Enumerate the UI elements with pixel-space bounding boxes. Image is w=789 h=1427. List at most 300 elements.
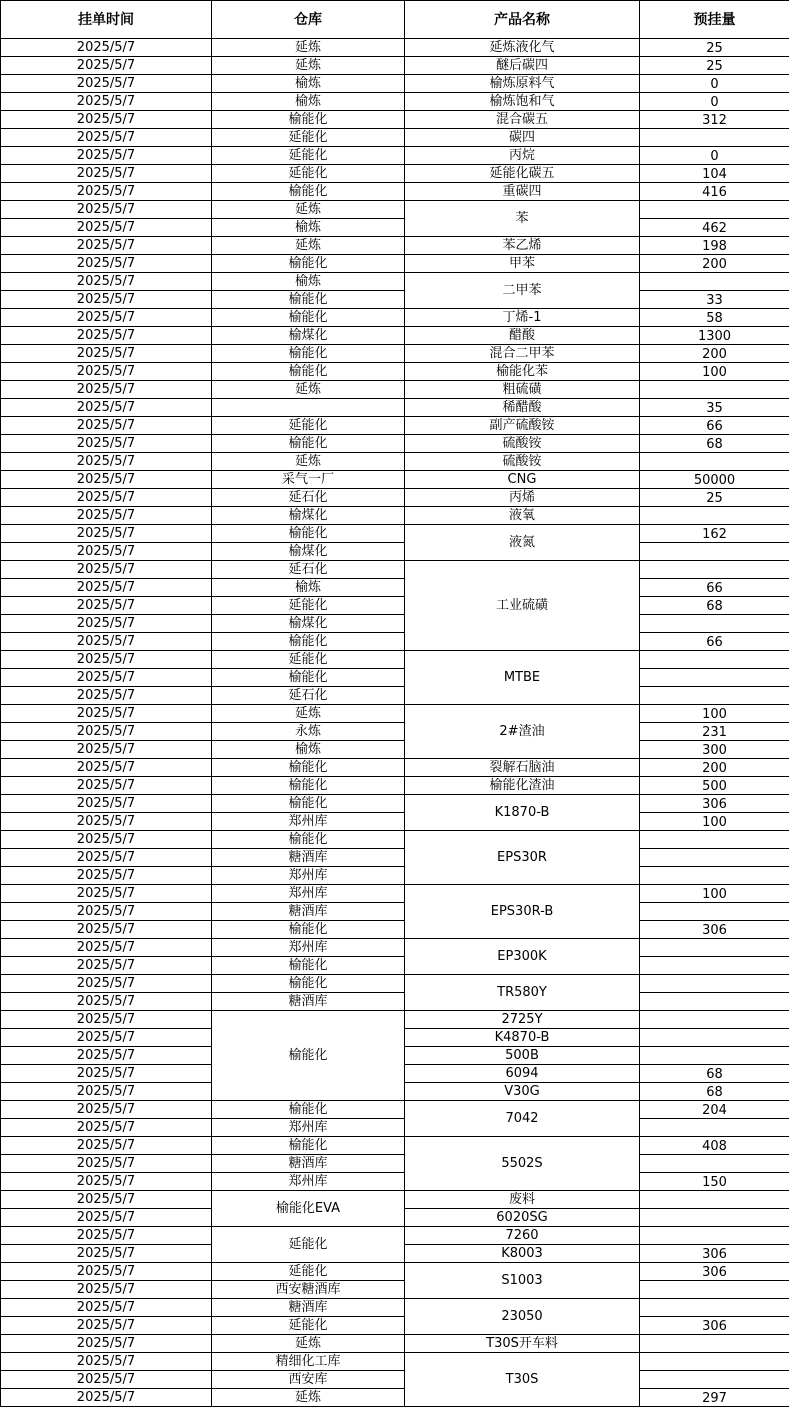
- table-row: [1, 1137, 789, 1155]
- warehouse-cell: 榆能化: [212, 777, 405, 795]
- quantity-cell: 306: [640, 1245, 789, 1263]
- warehouse-cell: 榆能化: [212, 309, 405, 327]
- product-cell: 粗硫磺: [405, 381, 640, 399]
- warehouse-cell: 榆能化: [212, 1101, 405, 1119]
- date-cell: 2025/5/7: [1, 489, 212, 507]
- warehouse-cell: 榆能化: [212, 1137, 405, 1155]
- table-row: [1, 1227, 789, 1245]
- table-row: [1, 759, 789, 777]
- date-cell: 2025/5/7: [1, 939, 212, 957]
- quantity-cell: [640, 543, 789, 561]
- table-row: [1, 615, 789, 633]
- warehouse-cell: 延石化: [212, 489, 405, 507]
- table-row: [1, 363, 789, 381]
- warehouse-cell: 延炼: [212, 57, 405, 75]
- quantity-cell: [640, 903, 789, 921]
- warehouse-cell: 榆能化: [212, 759, 405, 777]
- quantity-cell: 58: [640, 309, 789, 327]
- date-cell: 2025/5/7: [1, 129, 212, 147]
- col-header-quantity: 预挂量: [640, 1, 789, 39]
- date-cell: 2025/5/7: [1, 363, 212, 381]
- table-row: [1, 1173, 789, 1191]
- product-cell: 榆炼饱和气: [405, 93, 640, 111]
- quantity-cell: 25: [640, 39, 789, 57]
- date-cell: 2025/5/7: [1, 633, 212, 651]
- date-cell: 2025/5/7: [1, 849, 212, 867]
- product-cell: K4870-B: [405, 1029, 640, 1047]
- quantity-cell: 25: [640, 57, 789, 75]
- quantity-cell: 25: [640, 489, 789, 507]
- warehouse-cell: 榆能化: [212, 111, 405, 129]
- date-cell: 2025/5/7: [1, 1083, 212, 1101]
- quantity-cell: 231: [640, 723, 789, 741]
- quantity-cell: [640, 651, 789, 669]
- product-cell: 废料: [405, 1191, 640, 1209]
- warehouse-cell: 榆能化: [212, 795, 405, 813]
- date-cell: 2025/5/7: [1, 1389, 212, 1407]
- product-cell: 丙烷: [405, 147, 640, 165]
- warehouse-cell: 榆煤化: [212, 327, 405, 345]
- product-cell: 醋酸: [405, 327, 640, 345]
- date-cell: 2025/5/7: [1, 1173, 212, 1191]
- warehouse-cell: 延能化: [212, 651, 405, 669]
- date-cell: 2025/5/7: [1, 543, 212, 561]
- table-row: [1, 399, 789, 417]
- quantity-cell: [640, 975, 789, 993]
- warehouse-cell: 延石化: [212, 687, 405, 705]
- date-cell: 2025/5/7: [1, 921, 212, 939]
- product-cell: K1870-B: [405, 795, 640, 831]
- table-row: [1, 813, 789, 831]
- product-cell: 5502S: [405, 1137, 640, 1191]
- quantity-cell: 50000: [640, 471, 789, 489]
- quantity-cell: [640, 201, 789, 219]
- quantity-cell: 0: [640, 147, 789, 165]
- product-cell: V30G: [405, 1083, 640, 1101]
- quantity-cell: [640, 831, 789, 849]
- date-cell: 2025/5/7: [1, 327, 212, 345]
- table-row: [1, 741, 789, 759]
- date-cell: 2025/5/7: [1, 903, 212, 921]
- date-cell: 2025/5/7: [1, 1353, 212, 1371]
- date-cell: 2025/5/7: [1, 975, 212, 993]
- table-row: [1, 1317, 789, 1335]
- table-row: [1, 579, 789, 597]
- warehouse-cell: 延炼: [212, 381, 405, 399]
- quantity-cell: [640, 669, 789, 687]
- warehouse-cell: 糖酒库: [212, 903, 405, 921]
- warehouse-cell: 采气一厂: [212, 471, 405, 489]
- product-cell: 延能化碳五: [405, 165, 640, 183]
- table-row: [1, 867, 789, 885]
- warehouse-cell: 延能化: [212, 1227, 405, 1263]
- date-cell: 2025/5/7: [1, 1119, 212, 1137]
- table-row: [1, 165, 789, 183]
- date-cell: 2025/5/7: [1, 1011, 212, 1029]
- date-cell: 2025/5/7: [1, 435, 212, 453]
- table-row: [1, 1389, 789, 1407]
- table-row: [1, 903, 789, 921]
- product-cell: 液氮: [405, 525, 640, 561]
- quantity-cell: [640, 129, 789, 147]
- product-cell: 重碳四: [405, 183, 640, 201]
- table-row: [1, 939, 789, 957]
- quantity-cell: 33: [640, 291, 789, 309]
- warehouse-cell: 榆能化: [212, 525, 405, 543]
- table-row: [1, 1299, 789, 1317]
- date-cell: 2025/5/7: [1, 777, 212, 795]
- date-cell: 2025/5/7: [1, 417, 212, 435]
- date-cell: 2025/5/7: [1, 561, 212, 579]
- quantity-cell: [640, 615, 789, 633]
- quantity-cell: 66: [640, 417, 789, 435]
- quantity-cell: [640, 939, 789, 957]
- product-cell: 苯乙烯: [405, 237, 640, 255]
- table-row: [1, 885, 789, 903]
- warehouse-cell: 榆炼: [212, 75, 405, 93]
- table-row: [1, 957, 789, 975]
- warehouse-cell: 郑州库: [212, 867, 405, 885]
- warehouse-cell: 郑州库: [212, 813, 405, 831]
- quantity-cell: 100: [640, 363, 789, 381]
- table-row: [1, 687, 789, 705]
- table-row: [1, 561, 789, 579]
- quantity-cell: [640, 507, 789, 525]
- table-row: [1, 93, 789, 111]
- quantity-cell: [640, 1227, 789, 1245]
- date-cell: 2025/5/7: [1, 1137, 212, 1155]
- table-row: [1, 1101, 789, 1119]
- quantity-cell: [640, 1119, 789, 1137]
- quantity-cell: 408: [640, 1137, 789, 1155]
- warehouse-cell: 榆炼: [212, 273, 405, 291]
- quantity-cell: 306: [640, 1263, 789, 1281]
- quantity-cell: [640, 867, 789, 885]
- product-cell: 液氧: [405, 507, 640, 525]
- warehouse-cell: 延炼: [212, 39, 405, 57]
- quantity-cell: 204: [640, 1101, 789, 1119]
- table-row: [1, 417, 789, 435]
- date-cell: 2025/5/7: [1, 795, 212, 813]
- date-cell: 2025/5/7: [1, 291, 212, 309]
- product-cell: 二甲苯: [405, 273, 640, 309]
- col-header-warehouse: 仓库: [212, 1, 405, 39]
- date-cell: 2025/5/7: [1, 75, 212, 93]
- table-row: [1, 273, 789, 291]
- warehouse-cell: 永炼: [212, 723, 405, 741]
- table-header: [1, 1, 789, 39]
- table-row: [1, 525, 789, 543]
- warehouse-cell: 精细化工库: [212, 1353, 405, 1371]
- quantity-cell: [640, 561, 789, 579]
- product-cell: 醚后碳四: [405, 57, 640, 75]
- warehouse-cell: 榆煤化: [212, 543, 405, 561]
- date-cell: 2025/5/7: [1, 399, 212, 417]
- date-cell: 2025/5/7: [1, 1317, 212, 1335]
- date-cell: 2025/5/7: [1, 813, 212, 831]
- quantity-cell: 500: [640, 777, 789, 795]
- date-cell: 2025/5/7: [1, 255, 212, 273]
- date-cell: 2025/5/7: [1, 147, 212, 165]
- table-row: [1, 1335, 789, 1353]
- date-cell: 2025/5/7: [1, 1191, 212, 1209]
- quantity-cell: 68: [640, 1065, 789, 1083]
- quantity-cell: [640, 1281, 789, 1299]
- date-cell: 2025/5/7: [1, 831, 212, 849]
- date-cell: 2025/5/7: [1, 1299, 212, 1317]
- col-header-time: 挂单时间: [1, 1, 212, 39]
- warehouse-cell: 榆能化: [212, 669, 405, 687]
- warehouse-cell: 糖酒库: [212, 849, 405, 867]
- date-cell: 2025/5/7: [1, 669, 212, 687]
- table-row: [1, 597, 789, 615]
- date-cell: 2025/5/7: [1, 759, 212, 777]
- quantity-cell: 104: [640, 165, 789, 183]
- quantity-cell: 200: [640, 255, 789, 273]
- table-row: [1, 255, 789, 273]
- table-row: [1, 219, 789, 237]
- warehouse-cell: 郑州库: [212, 1173, 405, 1191]
- table-row: [1, 471, 789, 489]
- product-cell: EPS30R: [405, 831, 640, 885]
- warehouse-cell: 郑州库: [212, 885, 405, 903]
- date-cell: 2025/5/7: [1, 471, 212, 489]
- warehouse-cell: 榆煤化: [212, 507, 405, 525]
- header-row: [1, 1, 789, 39]
- quantity-cell: [640, 1299, 789, 1317]
- date-cell: 2025/5/7: [1, 1245, 212, 1263]
- table-row: [1, 57, 789, 75]
- product-cell: T30S: [405, 1353, 640, 1407]
- product-cell: 硫酸铵: [405, 453, 640, 471]
- date-cell: 2025/5/7: [1, 1047, 212, 1065]
- warehouse-cell: 延能化: [212, 417, 405, 435]
- warehouse-cell: 榆能化: [212, 1011, 405, 1101]
- date-cell: 2025/5/7: [1, 507, 212, 525]
- warehouse-cell: 糖酒库: [212, 1155, 405, 1173]
- product-cell: 500B: [405, 1047, 640, 1065]
- product-cell: 混合碳五: [405, 111, 640, 129]
- warehouse-cell: 榆能化: [212, 255, 405, 273]
- quantity-cell: 297: [640, 1389, 789, 1407]
- product-cell: T30S开车料: [405, 1335, 640, 1353]
- table-row: [1, 129, 789, 147]
- quantity-cell: 312: [640, 111, 789, 129]
- quantity-cell: 68: [640, 435, 789, 453]
- product-cell: 硫酸铵: [405, 435, 640, 453]
- date-cell: 2025/5/7: [1, 1101, 212, 1119]
- quantity-cell: [640, 381, 789, 399]
- quantity-cell: 200: [640, 759, 789, 777]
- table-row: [1, 1353, 789, 1371]
- warehouse-cell: 延石化: [212, 561, 405, 579]
- warehouse-cell: 糖酒库: [212, 993, 405, 1011]
- date-cell: 2025/5/7: [1, 57, 212, 75]
- product-cell: TR580Y: [405, 975, 640, 1011]
- product-cell: 稀醋酸: [405, 399, 640, 417]
- table-row: [1, 543, 789, 561]
- product-cell: K8003: [405, 1245, 640, 1263]
- table-row: [1, 1263, 789, 1281]
- warehouse-cell: 延能化: [212, 1317, 405, 1335]
- quantity-cell: 100: [640, 705, 789, 723]
- table-row: [1, 1191, 789, 1209]
- quantity-cell: [640, 1371, 789, 1389]
- product-cell: 6020SG: [405, 1209, 640, 1227]
- table-row: [1, 1155, 789, 1173]
- date-cell: 2025/5/7: [1, 993, 212, 1011]
- warehouse-cell: 延能化: [212, 1263, 405, 1281]
- date-cell: 2025/5/7: [1, 1209, 212, 1227]
- table-body: [1, 39, 789, 1407]
- warehouse-cell: [212, 399, 405, 417]
- quantity-cell: 100: [640, 813, 789, 831]
- quantity-cell: [640, 849, 789, 867]
- table-row: [1, 39, 789, 57]
- date-cell: 2025/5/7: [1, 885, 212, 903]
- date-cell: 2025/5/7: [1, 219, 212, 237]
- date-cell: 2025/5/7: [1, 381, 212, 399]
- warehouse-cell: 榆能化: [212, 975, 405, 993]
- table-row: [1, 795, 789, 813]
- date-cell: 2025/5/7: [1, 183, 212, 201]
- warehouse-cell: 郑州库: [212, 939, 405, 957]
- table-row: [1, 777, 789, 795]
- warehouse-cell: 糖酒库: [212, 1299, 405, 1317]
- product-cell: 榆能化苯: [405, 363, 640, 381]
- quantity-cell: 306: [640, 795, 789, 813]
- date-cell: 2025/5/7: [1, 525, 212, 543]
- quantity-cell: [640, 1047, 789, 1065]
- quantity-cell: 150: [640, 1173, 789, 1191]
- product-cell: 2#渣油: [405, 705, 640, 759]
- warehouse-cell: 榆能化: [212, 363, 405, 381]
- product-cell: 碳四: [405, 129, 640, 147]
- warehouse-cell: 郑州库: [212, 1119, 405, 1137]
- product-cell: CNG: [405, 471, 640, 489]
- table-row: [1, 1011, 789, 1029]
- warehouse-cell: 榆煤化: [212, 615, 405, 633]
- warehouse-cell: 榆炼: [212, 93, 405, 111]
- quantity-cell: 198: [640, 237, 789, 255]
- product-cell: EP300K: [405, 939, 640, 975]
- warehouse-cell: 延能化: [212, 129, 405, 147]
- product-cell: 6094: [405, 1065, 640, 1083]
- date-cell: 2025/5/7: [1, 957, 212, 975]
- product-cell: 苯: [405, 201, 640, 237]
- quantity-cell: 66: [640, 579, 789, 597]
- date-cell: 2025/5/7: [1, 1335, 212, 1353]
- table-row: [1, 327, 789, 345]
- quantity-cell: 68: [640, 597, 789, 615]
- warehouse-cell: 榆能化: [212, 957, 405, 975]
- table-row: [1, 435, 789, 453]
- warehouse-cell: 榆能化: [212, 345, 405, 363]
- table-row: [1, 291, 789, 309]
- warehouse-cell: 延能化: [212, 165, 405, 183]
- quantity-cell: 0: [640, 93, 789, 111]
- quantity-cell: 1300: [640, 327, 789, 345]
- quantity-cell: [640, 1011, 789, 1029]
- product-cell: S1003: [405, 1263, 640, 1299]
- warehouse-cell: 延炼: [212, 1389, 405, 1407]
- product-cell: 副产硫酸铵: [405, 417, 640, 435]
- date-cell: 2025/5/7: [1, 705, 212, 723]
- quantity-cell: 68: [640, 1083, 789, 1101]
- product-cell: 工业硫磺: [405, 561, 640, 651]
- product-cell: 甲苯: [405, 255, 640, 273]
- quantity-cell: [640, 453, 789, 471]
- warehouse-cell: 西安糖酒库: [212, 1281, 405, 1299]
- quantity-cell: [640, 993, 789, 1011]
- table-row: [1, 237, 789, 255]
- date-cell: 2025/5/7: [1, 453, 212, 471]
- date-cell: 2025/5/7: [1, 741, 212, 759]
- table-row: [1, 723, 789, 741]
- product-cell: 23050: [405, 1299, 640, 1335]
- date-cell: 2025/5/7: [1, 615, 212, 633]
- table-row: [1, 993, 789, 1011]
- date-cell: 2025/5/7: [1, 309, 212, 327]
- table-row: [1, 975, 789, 993]
- quantity-cell: [640, 1191, 789, 1209]
- warehouse-cell: 榆能化: [212, 921, 405, 939]
- date-cell: 2025/5/7: [1, 651, 212, 669]
- table-row: [1, 705, 789, 723]
- quantity-cell: [640, 687, 789, 705]
- warehouse-cell: 榆能化EVA: [212, 1191, 405, 1227]
- warehouse-cell: 榆能化: [212, 183, 405, 201]
- col-header-product: 产品名称: [405, 1, 640, 39]
- table-row: [1, 633, 789, 651]
- table-row: [1, 651, 789, 669]
- quantity-cell: 300: [640, 741, 789, 759]
- product-cell: 延炼液化气: [405, 39, 640, 57]
- quantity-cell: [640, 957, 789, 975]
- warehouse-cell: 延能化: [212, 597, 405, 615]
- date-cell: 2025/5/7: [1, 93, 212, 111]
- product-cell: 裂解石脑油: [405, 759, 640, 777]
- quantity-cell: 306: [640, 921, 789, 939]
- warehouse-cell: 延炼: [212, 705, 405, 723]
- table-row: [1, 453, 789, 471]
- warehouse-cell: 延炼: [212, 201, 405, 219]
- quantity-cell: 306: [640, 1317, 789, 1335]
- quantity-cell: 100: [640, 885, 789, 903]
- warehouse-cell: 榆能化: [212, 291, 405, 309]
- warehouse-cell: 延炼: [212, 1335, 405, 1353]
- product-cell: 丙烯: [405, 489, 640, 507]
- date-cell: 2025/5/7: [1, 165, 212, 183]
- date-cell: 2025/5/7: [1, 201, 212, 219]
- date-cell: 2025/5/7: [1, 1371, 212, 1389]
- warehouse-cell: 榆炼: [212, 579, 405, 597]
- table-row: [1, 309, 789, 327]
- quantity-cell: 162: [640, 525, 789, 543]
- table-row: [1, 1281, 789, 1299]
- table-row: [1, 669, 789, 687]
- date-cell: 2025/5/7: [1, 1065, 212, 1083]
- table-row: [1, 201, 789, 219]
- quantity-cell: [640, 1209, 789, 1227]
- date-cell: 2025/5/7: [1, 597, 212, 615]
- quantity-cell: 200: [640, 345, 789, 363]
- warehouse-cell: 西安库: [212, 1371, 405, 1389]
- date-cell: 2025/5/7: [1, 273, 212, 291]
- product-cell: MTBE: [405, 651, 640, 705]
- date-cell: 2025/5/7: [1, 39, 212, 57]
- warehouse-cell: 延炼: [212, 237, 405, 255]
